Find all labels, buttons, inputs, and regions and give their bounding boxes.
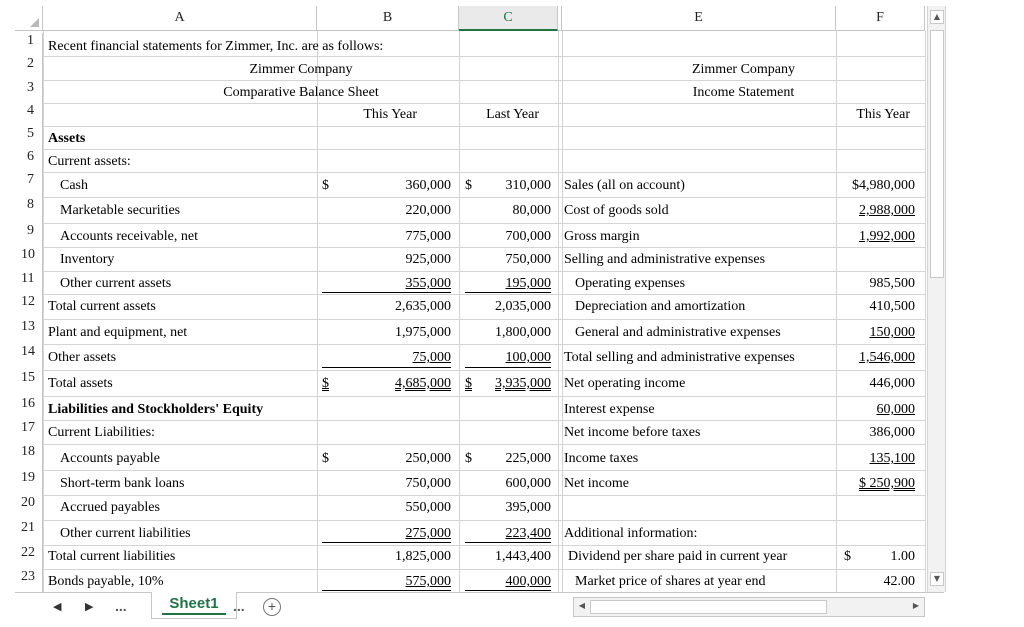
cell-cash-dollar-ty[interactable]: $ — [322, 178, 329, 193]
cell-total-sa[interactable]: Total selling and administrative expenses — [564, 350, 795, 365]
column-header-e[interactable]: E — [562, 6, 836, 31]
underline-other-ca-ly — [465, 292, 551, 293]
cell-inventory-ly[interactable]: 750,000 — [505, 252, 551, 267]
cell-cash-ty[interactable]: 360,000 — [405, 178, 451, 193]
cell-inventory[interactable]: Inventory — [60, 252, 115, 267]
tabs-overflow-right[interactable]: ... — [233, 598, 245, 614]
vertical-scrollbar[interactable] — [927, 6, 946, 592]
cell-income-taxes-value[interactable]: 135,100 — [869, 451, 915, 466]
cell-ar-ty[interactable]: 775,000 — [405, 229, 451, 244]
scroll-right-icon[interactable]: ▶ — [912, 601, 920, 610]
vertical-scroll-thumb[interactable] — [930, 30, 944, 278]
cell-total-ca-ty[interactable]: 2,635,000 — [395, 299, 451, 314]
row-header-9[interactable]: 9 — [15, 223, 43, 247]
cell-cash[interactable]: Cash — [60, 178, 88, 193]
scroll-up-icon[interactable]: ▲ — [930, 10, 944, 24]
cell-interest-exp-value[interactable]: 60,000 — [876, 402, 915, 417]
cell-gen-admin-value[interactable]: 150,000 — [869, 325, 915, 340]
cell-plant-ly[interactable]: 1,800,000 — [495, 325, 551, 340]
cell-interest-exp[interactable]: Interest expense — [564, 402, 655, 417]
cell-dividend[interactable]: Dividend per share paid in current year — [568, 549, 788, 564]
cell-other-assets-ly[interactable]: 100,000 — [505, 350, 551, 365]
cell-total-assets-ty[interactable]: 4,685,000 — [395, 376, 451, 391]
underline-bonds-ty — [322, 590, 451, 591]
row-header-12[interactable]: 12 — [15, 294, 43, 319]
cell-other-cl[interactable]: Other current liabilities — [60, 526, 191, 541]
cell-other-ca[interactable]: Other current assets — [60, 276, 172, 291]
cell-total-assets[interactable]: Total assets — [48, 376, 113, 391]
underline-other-assets-ty — [322, 367, 451, 368]
underline-other-cl-ly — [465, 542, 551, 543]
row-header-2[interactable]: 2 — [15, 56, 43, 80]
cell-net-op-income[interactable]: Net operating income — [564, 376, 686, 391]
cell-gen-admin[interactable]: General and administrative expenses — [575, 325, 781, 340]
cell-sales-value[interactable]: $4,980,000 — [852, 178, 915, 193]
cell-st-loans-ty[interactable]: 750,000 — [405, 476, 451, 491]
select-all-corner[interactable] — [15, 6, 43, 31]
row-header-17[interactable]: 17 — [15, 420, 43, 444]
cell-total-assets-dollar-ty[interactable]: $ — [322, 376, 329, 391]
cell-accrued[interactable]: Accrued payables — [60, 500, 160, 515]
cell-total-sa-value[interactable]: 1,546,000 — [859, 350, 915, 365]
horizontal-scrollbar[interactable] — [573, 597, 925, 617]
cell-intro[interactable]: Recent financial statements for Zimmer, Inc. are as follows: — [48, 39, 384, 54]
cell-other-assets-ty[interactable]: 75,000 — [412, 350, 451, 365]
cell-current-assets[interactable]: Current assets: — [48, 154, 131, 169]
row-header-16[interactable]: 16 — [15, 396, 43, 420]
cell-dep-amort[interactable]: Depreciation and amortization — [575, 299, 746, 314]
row-header-15[interactable]: 15 — [15, 370, 43, 396]
cell-market-price[interactable]: Market price of shares at year end — [575, 574, 766, 589]
row-header-21[interactable]: 21 — [15, 520, 43, 545]
cell-total-cl[interactable]: Total current liabilities — [48, 549, 176, 564]
scroll-left-icon[interactable]: ◀ — [578, 601, 586, 610]
cell-gross-margin-value[interactable]: 1,992,000 — [859, 229, 915, 244]
cell-dividend-value[interactable]: 1.00 — [890, 549, 915, 564]
cell-cogs-value[interactable]: 2,988,000 — [859, 203, 915, 218]
cell-sell-admin[interactable]: Selling and administrative expenses — [564, 252, 766, 267]
cell-mkt-sec-ly[interactable]: 80,000 — [512, 203, 551, 218]
cell-bonds[interactable]: Bonds payable, 10% — [48, 574, 164, 589]
cell-ni-before-tax[interactable]: Net income before taxes — [564, 425, 701, 440]
cell-st-loans[interactable]: Short-term bank loans — [60, 476, 185, 491]
cell-total-assets-ly[interactable]: 3,935,000 — [495, 376, 551, 391]
cell-ar[interactable]: Accounts receivable, net — [60, 229, 198, 244]
cell-cash-dollar-ly[interactable]: $ — [465, 178, 472, 193]
cell-income-taxes[interactable]: Income taxes — [564, 451, 639, 466]
cell-op-exp-value[interactable]: 985,500 — [869, 276, 915, 291]
cell-assets[interactable]: Assets — [48, 131, 86, 146]
tab-prev-icon[interactable]: ◀ — [53, 601, 62, 613]
cell-total-cl-ty[interactable]: 1,825,000 — [395, 549, 451, 564]
cell-other-ca-ly[interactable]: 195,000 — [505, 276, 551, 291]
cell-total-ca-ly[interactable]: 2,035,000 — [495, 299, 551, 314]
tabs-overflow-left[interactable]: ... — [115, 598, 127, 614]
cell-current-liab[interactable]: Current Liabilities: — [48, 425, 155, 440]
cell-ap-ty[interactable]: 250,000 — [405, 451, 451, 466]
cell-dep-amort-value[interactable]: 410,500 — [869, 299, 915, 314]
cell-market-price-value[interactable]: 42.00 — [883, 574, 915, 589]
row-header-3[interactable]: 3 — [15, 80, 43, 103]
cell-ni-before-tax-value[interactable]: 386,000 — [869, 425, 915, 440]
add-sheet-icon[interactable]: + — [263, 598, 281, 616]
underline-other-cl-ty — [322, 542, 451, 543]
sheet-tab-sheet1[interactable] — [151, 592, 237, 619]
cell-additional[interactable]: Additional information: — [564, 526, 698, 541]
cell-dividend-dollar[interactable]: $ — [844, 549, 851, 564]
cell-this-year[interactable]: This Year — [363, 107, 417, 122]
cell-total-cl-ly[interactable]: 1,443,400 — [495, 549, 551, 564]
cell-inventory-ty[interactable]: 925,000 — [405, 252, 451, 267]
active-tab-indicator — [162, 613, 226, 615]
cell-st-loans-ly[interactable]: 600,000 — [505, 476, 551, 491]
cell-other-ca-ty[interactable]: 355,000 — [405, 276, 451, 291]
column-header-f[interactable]: F — [836, 6, 925, 31]
cell-ap-dollar-ly[interactable]: $ — [465, 451, 472, 466]
cell-last-year[interactable]: Last Year — [486, 107, 539, 122]
cell-bonds-ly[interactable]: 400,000 — [505, 574, 551, 589]
row-header-6[interactable]: 6 — [15, 149, 43, 172]
cell-total-assets-dollar-ly[interactable]: $ — [465, 376, 472, 391]
row-header-11[interactable]: 11 — [15, 271, 43, 294]
column-header-b[interactable]: B — [317, 6, 459, 31]
cell-is-title[interactable]: Income Statement — [692, 85, 795, 100]
cell-is-company[interactable]: Zimmer Company — [691, 62, 796, 77]
cell-plant-ty[interactable]: 1,975,000 — [395, 325, 451, 340]
scroll-down-icon[interactable]: ▼ — [930, 572, 944, 586]
cell-ap-dollar-ty[interactable]: $ — [322, 451, 329, 466]
row-header-1[interactable]: 1 — [15, 33, 43, 56]
cell-cogs[interactable]: Cost of goods sold — [564, 203, 669, 218]
cell-cash-ly[interactable]: 310,000 — [505, 178, 551, 193]
row-header-4[interactable]: 4 — [15, 103, 43, 126]
cell-ap-ly[interactable]: 225,000 — [505, 451, 551, 466]
row-header-10[interactable]: 10 — [15, 247, 43, 271]
row-header-22[interactable]: 22 — [15, 545, 43, 569]
cell-ap[interactable]: Accounts payable — [60, 451, 160, 466]
sheet-tab-label: Sheet1 — [169, 595, 219, 612]
cell-other-assets[interactable]: Other assets — [48, 350, 117, 365]
cell-gross-margin[interactable]: Gross margin — [564, 229, 640, 244]
row-header-5[interactable]: 5 — [15, 126, 43, 149]
row-header-18[interactable]: 18 — [15, 444, 43, 470]
row-header-8[interactable]: 8 — [15, 197, 43, 223]
underline-bonds-ly — [465, 590, 551, 591]
cell-net-income-value[interactable]: $ 250,900 — [859, 476, 915, 491]
row-header-14[interactable]: 14 — [15, 344, 43, 370]
cell-op-exp[interactable]: Operating expenses — [575, 276, 686, 291]
row-header-7[interactable]: 7 — [15, 172, 43, 197]
cell-accrued-ty[interactable]: 550,000 — [405, 500, 451, 515]
underline-other-assets-ly — [465, 367, 551, 368]
cell-accrued-ly[interactable]: 395,000 — [505, 500, 551, 515]
cell-other-cl-ty[interactable]: 275,000 — [405, 526, 451, 541]
underline-other-ca-ty — [322, 292, 451, 293]
select-all-triangle-icon — [30, 18, 39, 27]
row-header-23[interactable]: 23 — [15, 569, 43, 592]
cell-net-income[interactable]: Net income — [564, 476, 629, 491]
row-header-19[interactable]: 19 — [15, 470, 43, 495]
cell-total-ca[interactable]: Total current assets — [48, 299, 156, 314]
cell-other-cl-ly[interactable]: 223,400 — [505, 526, 551, 541]
cell-net-op-income-value[interactable]: 446,000 — [869, 376, 915, 391]
cell-mkt-sec[interactable]: Marketable securities — [60, 203, 181, 218]
row-header-20[interactable]: 20 — [15, 495, 43, 520]
cell-bs-company[interactable]: Zimmer Company — [249, 62, 353, 77]
cell-liab-equity[interactable]: Liabilities and Stockholders' Equity — [48, 402, 264, 417]
sheet-tab-bar — [15, 592, 944, 623]
tab-next-icon[interactable]: ▶ — [85, 601, 94, 613]
column-header-c[interactable]: C — [459, 6, 558, 31]
column-header-a[interactable]: A — [43, 6, 317, 31]
cell-is-this-year[interactable]: This Year — [856, 107, 910, 122]
row-header-13[interactable]: 13 — [15, 319, 43, 344]
cell-plant[interactable]: Plant and equipment, net — [48, 325, 188, 340]
cell-sales[interactable]: Sales (all on account) — [564, 178, 685, 193]
cell-ar-ly[interactable]: 700,000 — [505, 229, 551, 244]
cell-bs-title[interactable]: Comparative Balance Sheet — [223, 85, 379, 100]
cell-mkt-sec-ty[interactable]: 220,000 — [405, 203, 451, 218]
cell-bonds-ty[interactable]: 575,000 — [405, 574, 451, 589]
horizontal-scroll-thumb[interactable] — [590, 600, 827, 614]
